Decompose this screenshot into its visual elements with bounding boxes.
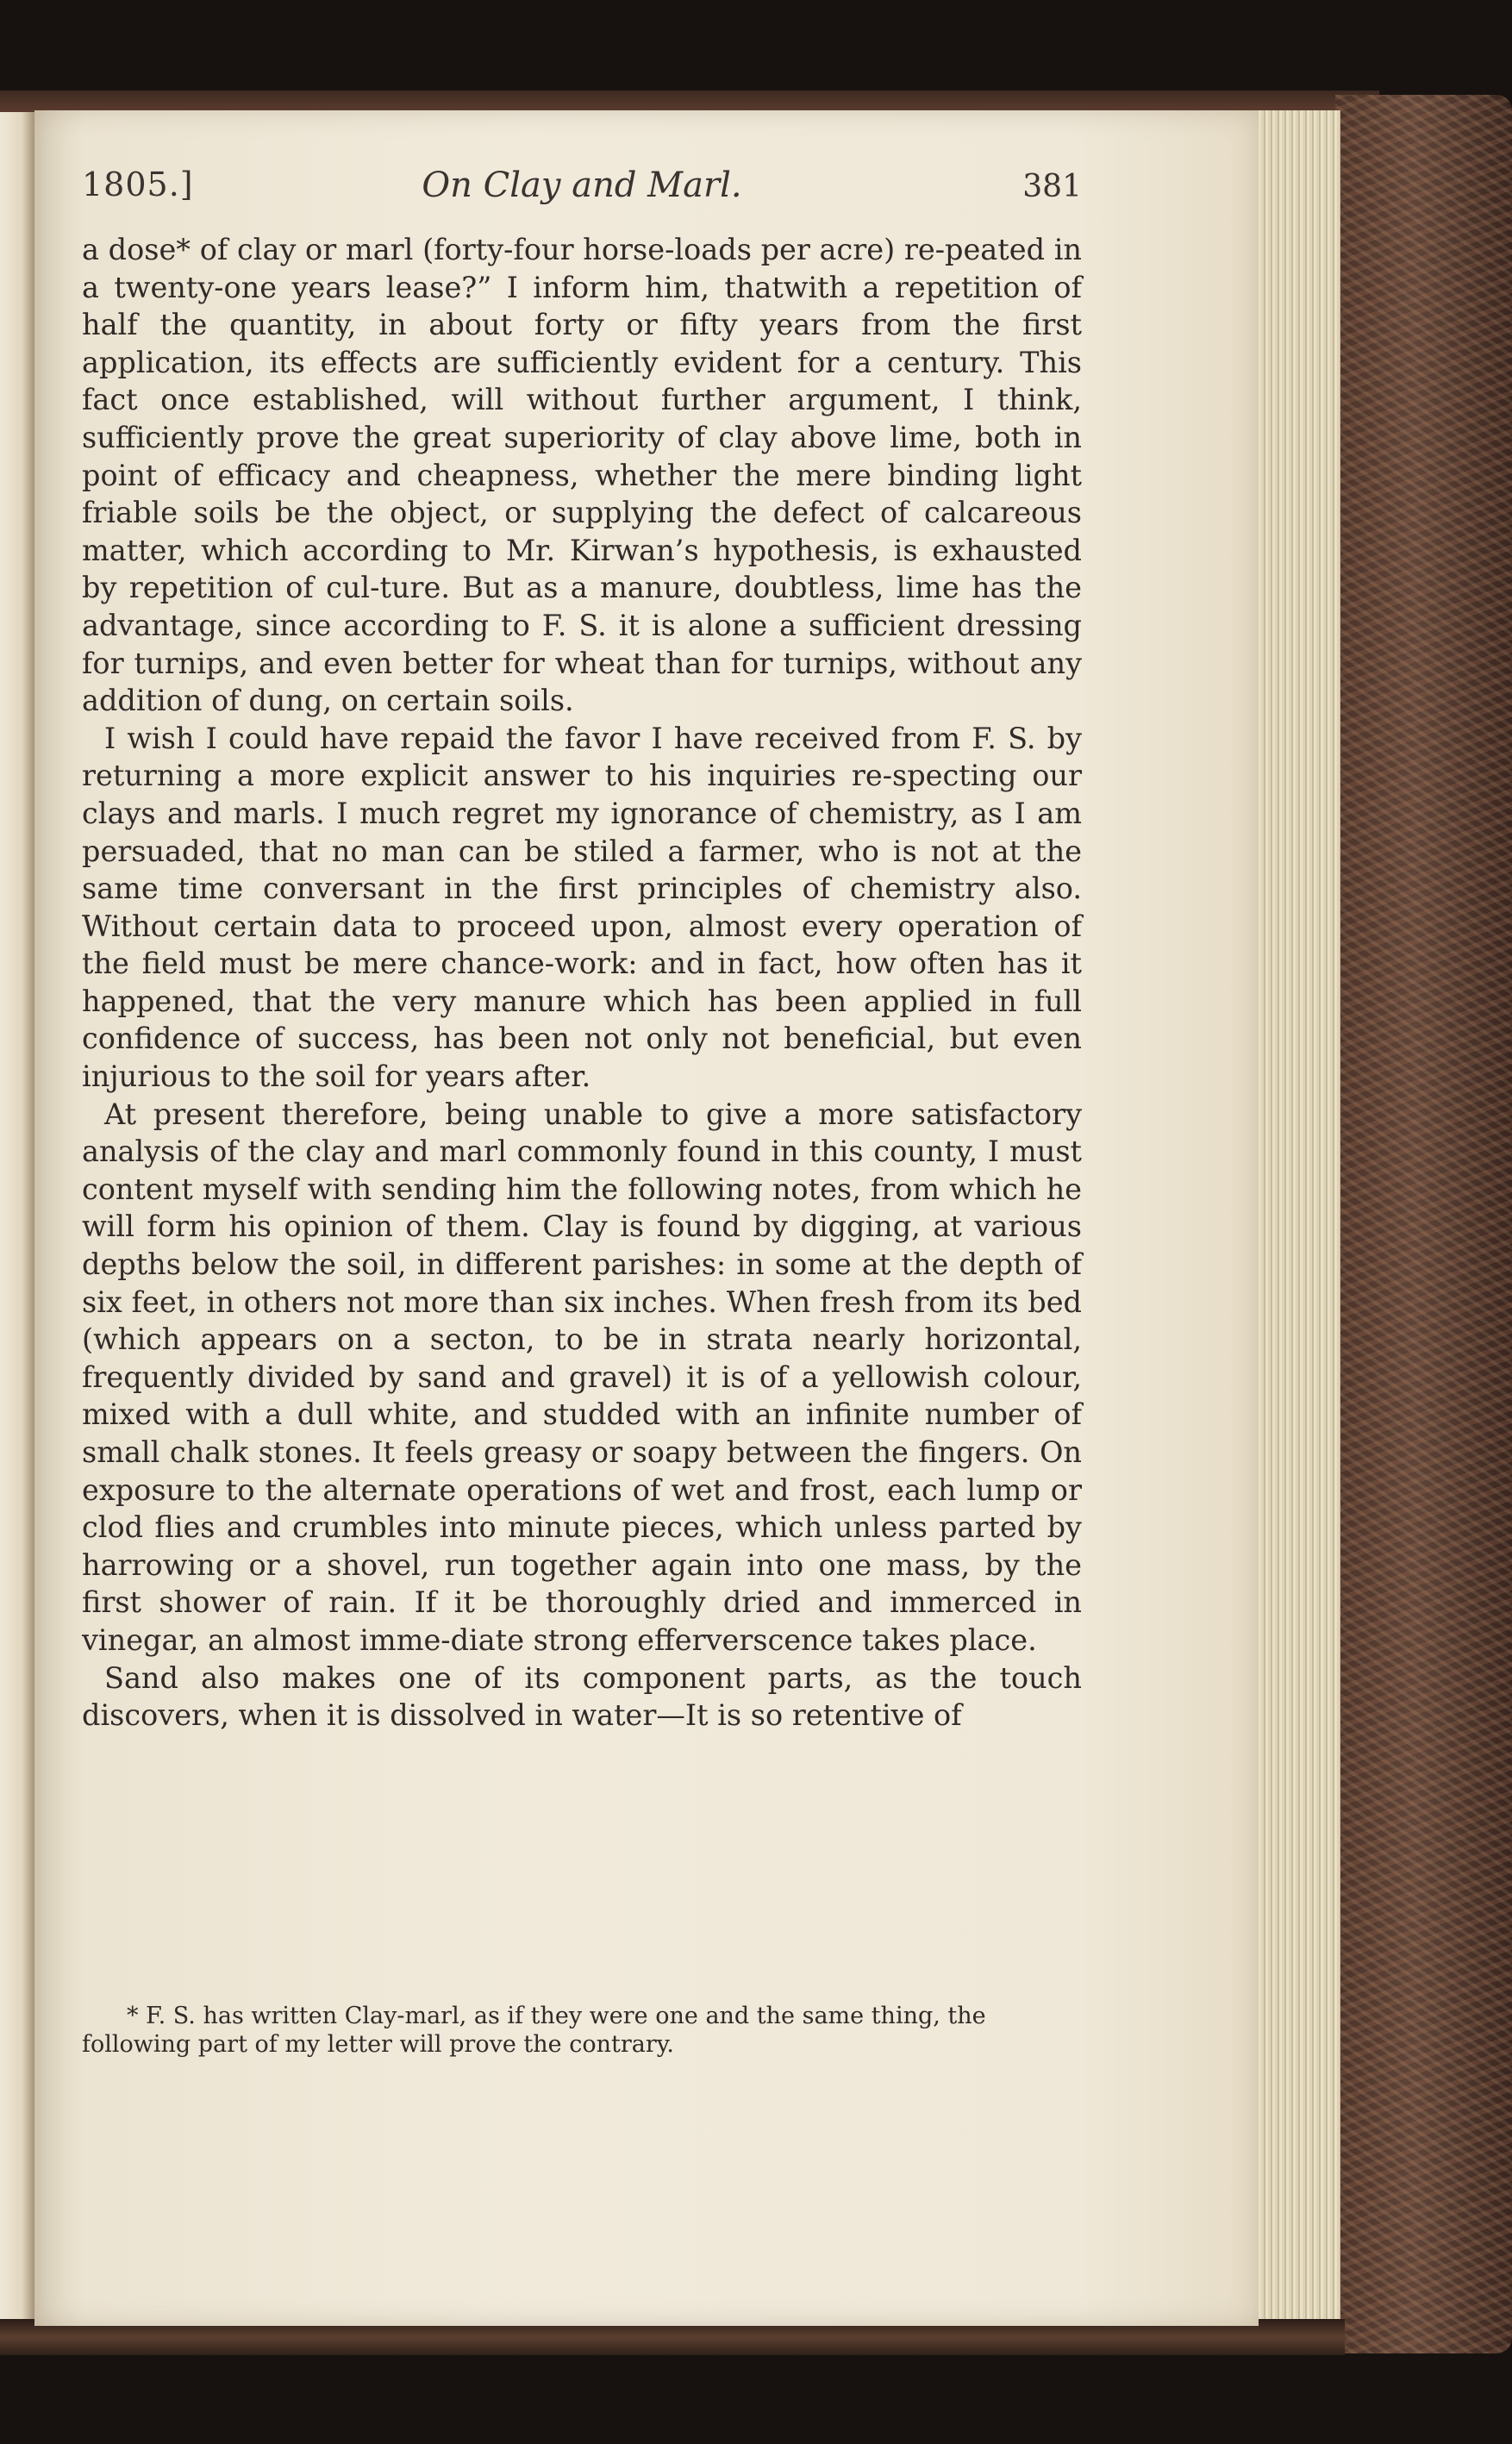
paragraph-3: At present therefore, being unable to give a more satisfactory analysis of the clay and marl commonly found in this county, I must content myself with sending him the following notes, from which he will form his opinion of them. Clay is found by digging, at various depths below the soil, in different parishes: in some at the depth of six feet, in others not more than six inches. When fresh from its bed (which appears on a secton, to be in strata nearly horizontal, frequently divided by sand and gravel) it is of a yellowish colour, mixed with a dull white, and studded with an infinite number of small chalk stones. It feels greasy or soapy between the fingers. On exposure to the alternate operations of wet and frost, each lump or clod flies and crumbles into minute pieces, which unless parted by harrowing or a shovel, run together again into one mass, by the first shower of rain. If it be thoroughly dried and immerced in vinegar, an almost imme-diate strong efferverscence takes place. (82, 1097, 1082, 1657)
page-edges (1254, 110, 1340, 2339)
running-head-year: 1805.] (82, 166, 194, 203)
page-number: 381 (1022, 169, 1082, 204)
running-head (82, 166, 1082, 217)
paragraph-4: Sand also makes one of its component parts, as the touch discovers, when it is dissolved in water—It is so retentive of (82, 1660, 1082, 1733)
paragraph-1: a dose* of clay or marl (forty-four horse-loads per acre) re-peated in a twenty-one years lease?” I inform him, thatwith a repetition of half the quantity, in about forty or fifty years from the first application, its effects are sufficiently evident for a century. This fact once established, will without further argument, I think, sufficiently prove the great superiority of clay above lime, both in point of efficacy and cheapness, whether the mere binding light friable soils be the object, or supplying the defect of calcareous matter, which according to Mr. Kirwan’s hypothesis, is exhausted by repetition of cul-ture. But as a manure, doubtless, lime has the advantage, since according to F. S. it is alone a sufficient dressing for turnips, and even better for wheat than for turnips, without any addition of dung, on certain soils. (82, 233, 1082, 718)
marbled-board (1335, 95, 1512, 2353)
facing-page-edge (0, 112, 36, 2336)
running-head-title: On Clay and Marl. (422, 166, 742, 205)
body-text (82, 231, 1082, 1735)
paragraph-2: I wish I could have repaid the favor I have received from F. S. by returning a more explicit answer to his inquiries re-specting our clays and marls. I much regret my ignorance of chemistry, as I am persuaded, that no man can be stiled a farmer, who is not at the same time conversant in the first principles of chemistry also. Without certain data to proceed upon, almost every operation of the field must be mere chance-work: and in fact, how often has it happened, that the very manure which has been applied in full confidence of success, has been not only not beneficial, but even injurious to the soil for years after. (82, 721, 1082, 1094)
footnote: * F. S. has written Clay-marl, as if they were one and the same thing, the following part of my letter will prove the contrary. (82, 2003, 986, 2058)
